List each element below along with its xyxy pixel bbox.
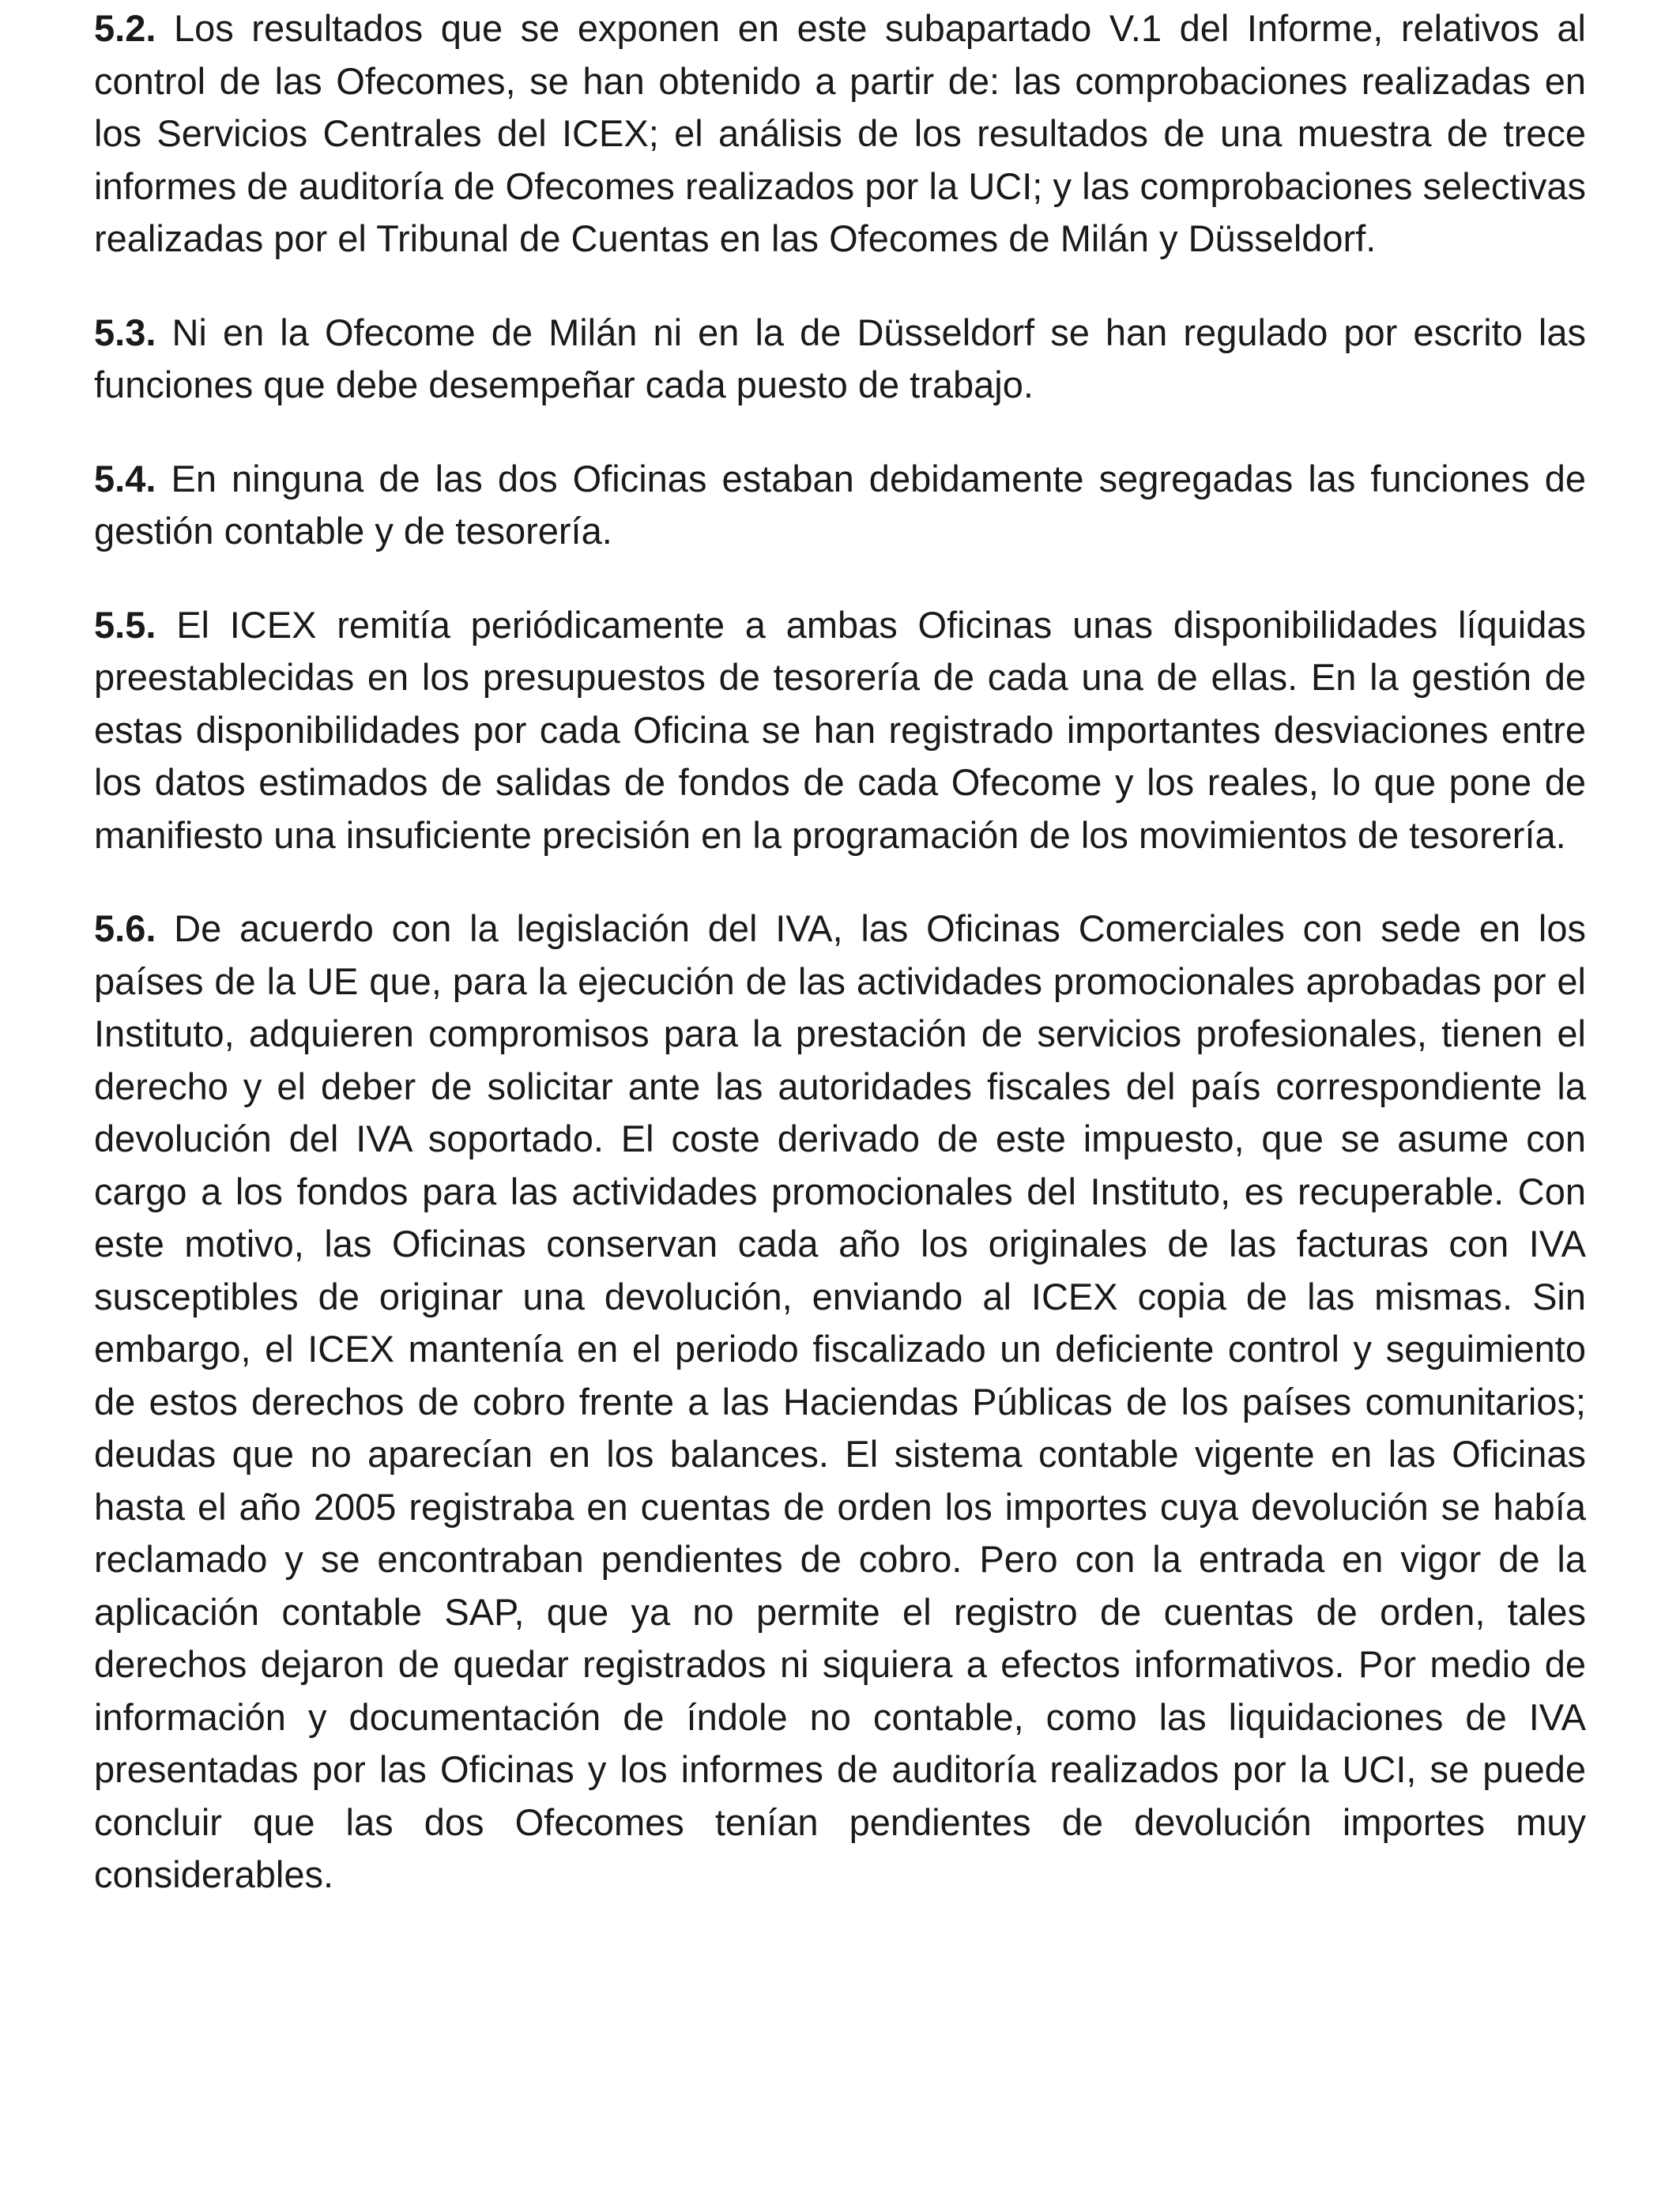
paragraph-number: 5.2. [94,7,156,49]
paragraph-5-5 [94,599,1586,862]
paragraph-number: 5.3. [94,311,156,353]
paragraph-5-6 [94,903,1586,1902]
paragraph-5-4 [94,453,1586,558]
paragraph-5-2 [94,2,1586,266]
paragraph-text: Los resultados que se exponen en este subapartado V.1 del Informe, relativos al control de las Ofecomes, se han obtenido a partir de: las comprobaciones realizadas en los Servicios Centrales del ICEX; el análisis de los resultados de una muestra de trece informes de auditoría de Ofecomes realizados por la UCI; y las comprobaciones selectivas realizadas por el Tribunal de Cuentas en las Ofecomes de Milán y Düsseldorf. [94,7,1587,259]
paragraph-number: 5.4. [94,457,156,499]
paragraph-number: 5.6. [94,907,156,949]
paragraph-5-3 [94,307,1586,412]
paragraph-text: De acuerdo con la legislación del IVA, las Oficinas Comerciales con sede en los países de la UE que, para la ejecución de las actividades promocionales aprobadas por el Instituto, adquieren compromisos para la prestación de servicios profesionales, tienen el derecho y el deber de solicitar ante las autoridades fiscales del país correspondiente la devolución del IVA soportado. El coste derivado de este impuesto, que se asume con cargo a los fondos para las actividades promocionales del Instituto, es recuperable. Con este motivo, las Oficinas conservan cada año los originales de las facturas con IVA susceptibles de originar una devolución, enviando al ICEX copia de las mismas. Sin embargo, el ICEX mantenía en el periodo fiscalizado un deficiente control y seguimiento de estos derechos de cobro frente a las Haciendas Públicas de los países comunitarios; deudas que no aparecían en los balances. El sistema contable vigente en las Oficinas hasta el año 2005 registraba en cuentas de orden los importes cuya devolución se había reclamado y se encontraban pendientes de cobro. Pero con la entrada en vigor de la aplicación contable SAP, que ya no permite el registro de cuentas de orden, tales derechos dejaron de quedar registrados ni siquiera a efectos informativos. Por medio de información y documentación de índole no contable, como las liquidaciones de IVA presentadas por las Oficinas y los informes de auditoría realizados por la UCI, se puede concluir que las dos Ofecomes tenían pendientes de devolución importes muy considerables. [94,907,1586,1895]
document-page [94,0,1586,2194]
paragraph-number: 5.5. [94,603,156,646]
paragraph-text: Ni en la Ofecome de Milán ni en la de Düsseldorf se han regulado por escrito las funciones que debe desempeñar cada puesto de trabajo. [94,311,1586,405]
paragraph-text: El ICEX remitía periódicamente a ambas Oficinas unas disponibilidades líquidas preestablecidas en los presupuestos de tesorería de cada una de ellas. En la gestión de estas disponibilidades por cada Oficina se han registrado importantes desviaciones entre los datos estimados de salidas de fondos de cada Ofecome y los reales, lo que pone de manifiesto una insuficiente precisión en la programación de los movimientos de tesorería. [94,603,1587,856]
paragraph-text: En ninguna de las dos Oficinas estaban debidamente segregadas las funciones de gestión contable y de tesorería. [94,457,1586,552]
